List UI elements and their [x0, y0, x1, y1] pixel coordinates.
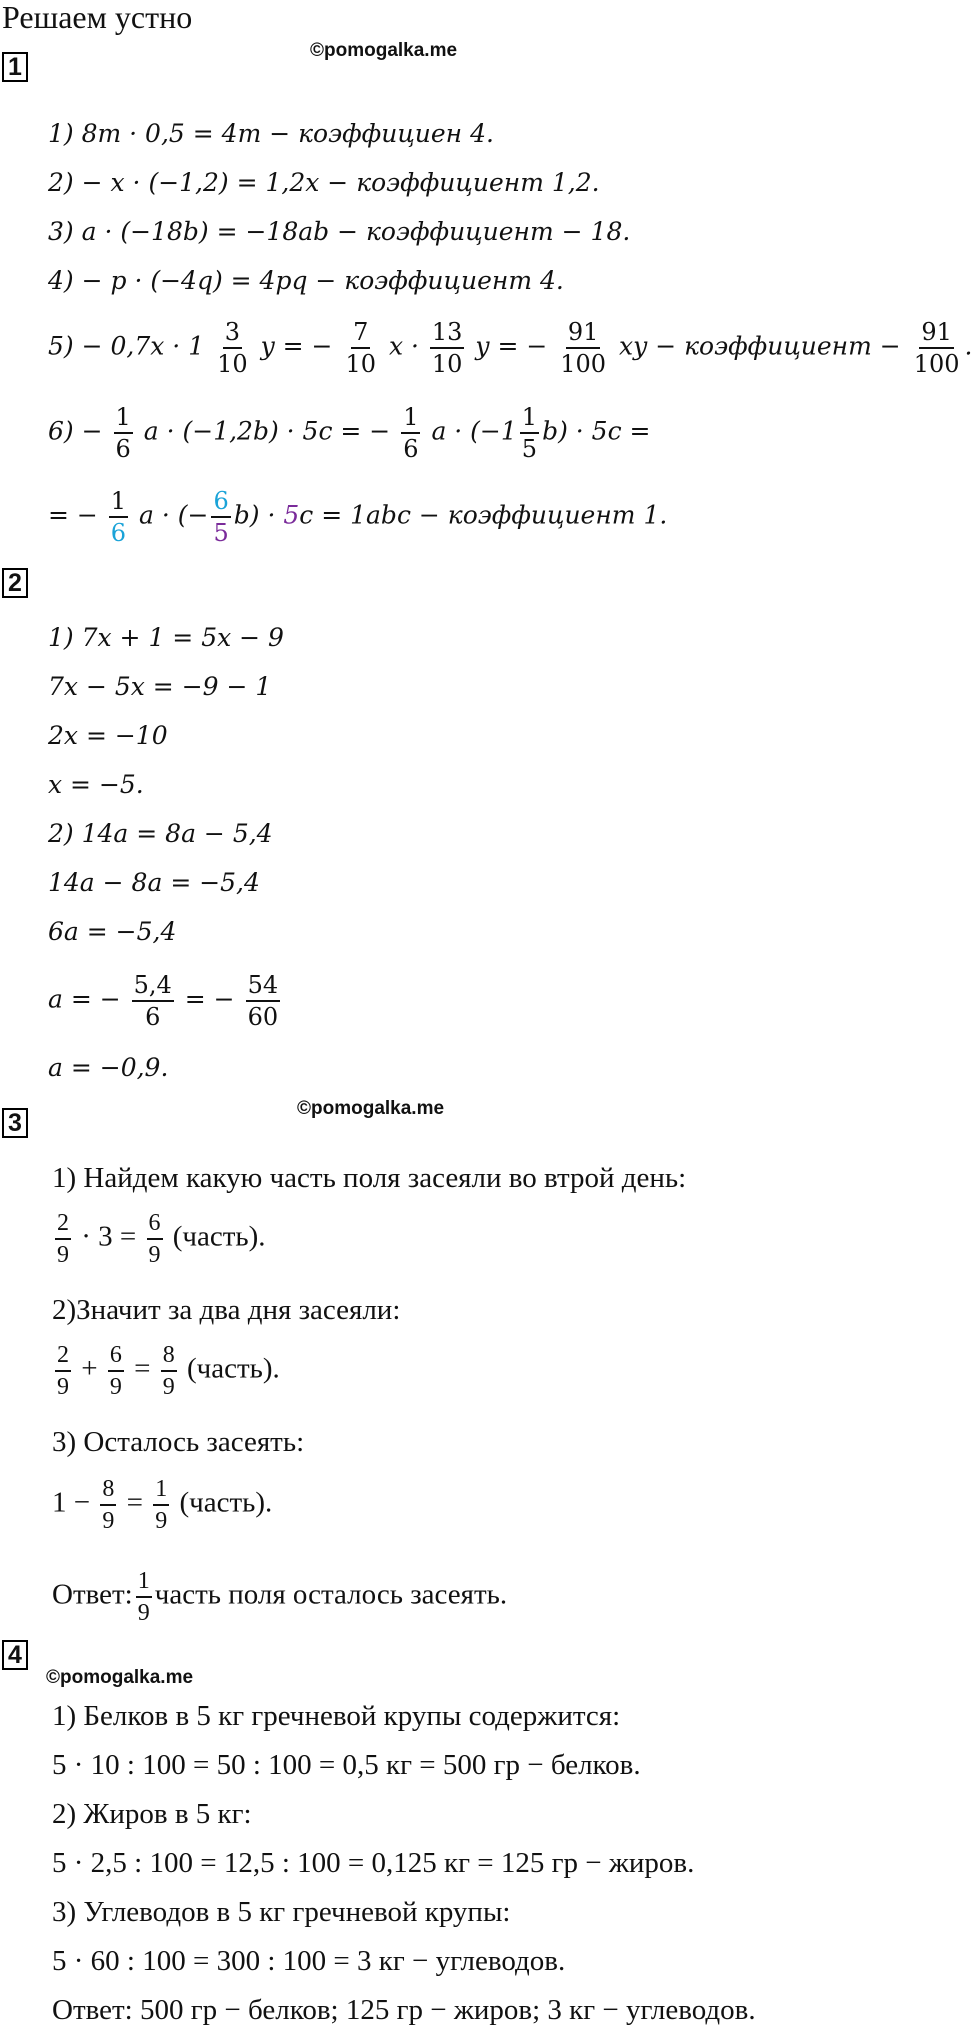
watermark-top: ©pomogalka.me	[310, 40, 458, 61]
s1-line-1: 1) 8m · 0,5 = 4m − коэффициен 4.	[48, 119, 494, 148]
s3-step-3: 3) Осталось засеять:	[52, 1426, 305, 1458]
fraction: $\frac{1}{5}$	[521, 403, 538, 463]
fraction: $\frac{6}{9}$	[148, 1210, 161, 1268]
task-number-2: 2	[2, 568, 28, 598]
fraction: $\frac{6}{5}$	[213, 487, 229, 547]
fraction: $\frac{7}{10}$	[345, 318, 376, 378]
fraction: $\frac{13}{10}$	[431, 318, 463, 378]
s3-calc-1: $\frac{2}{9}$ · 3 = $\frac{6}{9}$ (часть).	[57, 1210, 266, 1268]
s2-line-2: 7x − 5x = −9 − 1	[48, 672, 272, 701]
s4-line-2: 5 · 10 : 100 = 50 : 100 = 0,5 кг = 500 гр − белков.	[52, 1749, 641, 1781]
fraction: $\frac{6}{9}$	[109, 1342, 122, 1400]
fraction: $\frac{5,4}{6}$	[133, 971, 172, 1031]
s1-line-6: 6) − $\frac{1}{6}$ a · (−1,2b) · 5c = − $\frac{1}{6}$ a · (−1 $\frac{1}{5}$ b) · 5c =	[48, 403, 651, 463]
s4-line-4: 5 · 2,5 : 100 = 12,5 : 100 = 0,125 кг = 125 гр − жиров.	[52, 1847, 695, 1879]
fraction: $\frac{54}{60}$	[247, 971, 279, 1031]
fraction: $\frac{91}{100}$	[913, 318, 960, 378]
s2-line-4: x = −5.	[48, 770, 144, 799]
fraction: $\frac{1}{9}$	[155, 1476, 168, 1534]
task-number-4: 4	[2, 1640, 28, 1670]
s3-calc-3: 1 − $\frac{8}{9}$ = $\frac{1}{9}$ (часть).	[52, 1476, 273, 1534]
fraction: $\frac{1}{6}$	[110, 487, 127, 547]
watermark-bottom: ©pomogalka.me	[46, 1667, 194, 1688]
fraction: $\frac{2}{9}$	[57, 1210, 69, 1268]
s4-line-5: 3) Углеводов в 5 кг гречневой крупы:	[52, 1896, 511, 1928]
fraction: $\frac{1}{6}$	[403, 403, 419, 463]
s3-answer: Ответ: $\frac{1}{9}$ часть поля осталось засеять.	[52, 1568, 508, 1626]
s2-line-7: 6a = −5,4	[48, 917, 177, 946]
s3-step-2: 2)Значит за два дня засеяли:	[52, 1294, 401, 1326]
fraction: $\frac{8}{9}$	[102, 1476, 115, 1534]
fraction: $\frac{1}{6}$	[115, 403, 131, 463]
s1-line-7: = − $\frac{1}{6}$ a · (− $\frac{6}{5}$ b) · 5c = 1abc − коэффициент 1.	[48, 487, 668, 547]
s2-line-5: 2) 14a = 8a − 5,4	[48, 819, 273, 848]
fraction: $\frac{3}{10}$	[217, 318, 248, 378]
fraction: $\frac{2}{9}$	[57, 1342, 69, 1400]
s2-fraction-line: a = − $\frac{5,4}{6}$ = − $\frac{54}{60}$	[48, 971, 279, 1031]
s2-line-3: 2x = −10	[48, 721, 168, 750]
s3-step-1: 1) Найдем какую часть поля засеяли во втрой день:	[52, 1162, 687, 1194]
s3-calc-2: $\frac{2}{9}$ + $\frac{6}{9}$ = $\frac{8}{9}$ (часть).	[57, 1342, 280, 1400]
s4-line-6: 5 · 60 : 100 = 300 : 100 = 3 кг − углеводов.	[52, 1945, 566, 1977]
s2-line-1: 1) 7x + 1 = 5x − 9	[48, 623, 284, 652]
fraction: $\frac{8}{9}$	[162, 1342, 175, 1400]
s2-line-6: 14a − 8a = −5,4	[48, 868, 260, 897]
s1-line-4: 4) − p · (−4q) = 4pq − коэффициент 4.	[48, 266, 564, 295]
s1-line-2: 2) − x · (−1,2) = 1,2x − коэффициент 1,2.	[48, 168, 600, 197]
s2-answer: a = −0,9.	[48, 1053, 169, 1082]
s1-line-3: 3) a · (−18b) = −18ab − коэффициент − 18.	[48, 217, 631, 246]
s4-answer: Ответ: 500 гр − белков; 125 гр − жиров; 3 кг − углеводов.	[52, 1994, 756, 2026]
task-number-1: 1	[2, 52, 28, 82]
s1-line-5: 5) − 0,7x · 1 $\frac{3}{10}$ y = − $\frac{7}{10}$ x · $\frac{13}{10}$ y = − $\frac{91}{100}$ xy − коэффициент − $\frac{91}{100}$ .	[48, 318, 972, 378]
fraction: $\frac{1}{9}$	[137, 1568, 150, 1626]
watermark-middle: ©pomogalka.me	[297, 1098, 445, 1119]
s4-line-1: 1) Белков в 5 кг гречневой крупы содержится:	[52, 1700, 621, 1732]
page-title: Решаем устно	[2, 0, 193, 35]
task-number-3: 3	[2, 1108, 28, 1138]
s4-line-3: 2) Жиров в 5 кг:	[52, 1798, 252, 1830]
fraction: $\frac{91}{100}$	[560, 318, 607, 378]
